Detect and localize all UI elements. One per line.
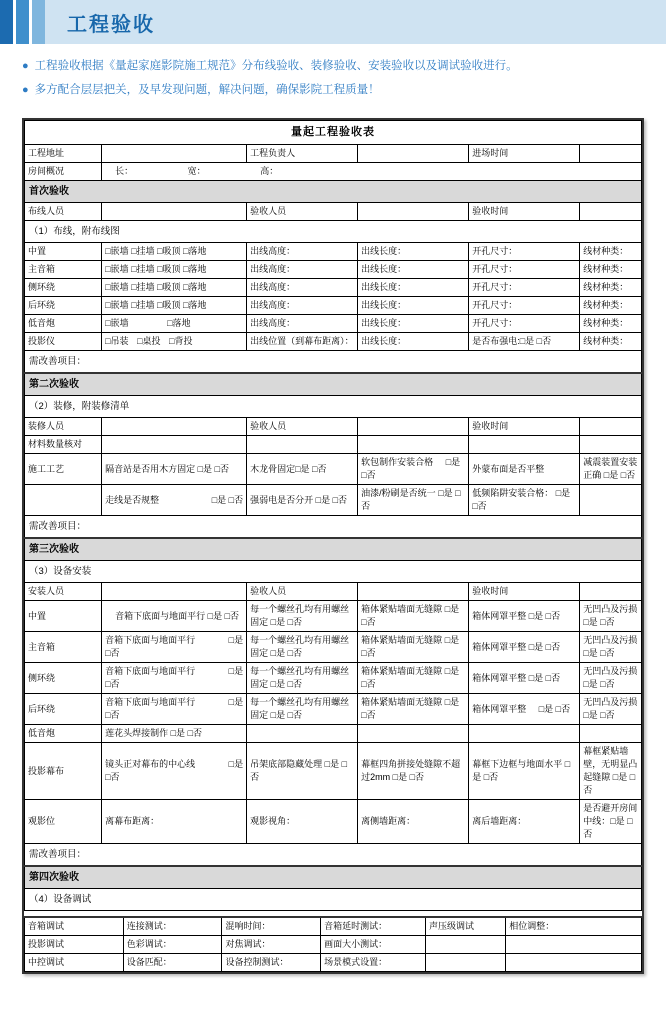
install-parallel-check[interactable] (102, 663, 247, 694)
install-screws-yesno[interactable]: □是 □否 (270, 617, 303, 627)
craft-softpack-yesno[interactable]: □是 □否 (361, 457, 461, 480)
outlet-length[interactable]: 出线长度： (358, 243, 469, 261)
intro-text: 工程验收根据《量起家庭影院施工规范》分布线验收、装修验收、安装验收以及调试验收进行。 (34, 60, 518, 72)
subwoofer-empty-cell[interactable] (580, 725, 642, 743)
row-label-subwoofer: 低音炮 (25, 315, 102, 333)
checkbox-floor[interactable]: □落地 (182, 300, 207, 310)
craft-basstrap-check[interactable] (469, 485, 580, 516)
table-row (25, 538, 642, 561)
section-2-heading: 第二次验收 (25, 373, 642, 396)
craft-routing-text: 走线是否规整 (105, 494, 160, 505)
section-3-heading: 第三次验收 (25, 538, 642, 561)
table-row (25, 396, 642, 418)
seat-back-distance[interactable]: 离后墙距离： (469, 800, 580, 844)
debug-empty-cell[interactable] (426, 936, 506, 954)
outlet-height[interactable]: 出线高度： (247, 243, 358, 261)
install-parallel-yesno[interactable]: □是 □否 (207, 610, 240, 621)
room-dimensions[interactable] (102, 163, 642, 181)
row-label-side-surround: 侧环绕 (25, 663, 102, 694)
craft-label-empty (25, 485, 102, 516)
mount-options[interactable] (102, 279, 247, 297)
screen-wall-text: 幕框紧贴墙壁，无明显凸起缝隙 (583, 746, 638, 782)
screen-center-yes[interactable]: □是 (228, 759, 244, 769)
install-parallel-yes[interactable]: □是 (228, 697, 244, 707)
entry-time-value[interactable] (580, 145, 642, 163)
intro-list (0, 44, 666, 114)
debug-scene-setup[interactable]: 场景模式设置： (321, 954, 426, 972)
craft-damping-check[interactable] (580, 454, 642, 485)
row-label-main: 主音箱 (25, 261, 102, 279)
craft-softpack-check[interactable] (358, 454, 469, 485)
inspector-label: 验收人员 (247, 418, 358, 436)
banner-bar-dark (0, 0, 13, 44)
debug-device-match[interactable]: 设备匹配： (123, 954, 222, 972)
install-damage-text: 无凹凸及污损 (583, 604, 638, 614)
install-wall-check[interactable] (358, 632, 469, 663)
install-damage-check[interactable] (580, 694, 642, 725)
entry-time-label: 进场时间 (469, 145, 580, 163)
outlet-length[interactable]: 出线长度： (358, 315, 469, 333)
table-row (25, 936, 642, 954)
install-parallel-text: 音箱下底面与地面平行 (105, 666, 196, 676)
table-row (25, 632, 642, 663)
debug-empty-cell[interactable] (506, 936, 642, 954)
inspector-label: 验收人员 (247, 583, 358, 601)
install-parallel-no[interactable]: □否 (105, 648, 120, 658)
mount-options[interactable] (102, 243, 247, 261)
inspector-value[interactable] (358, 583, 469, 601)
install-parallel-text: 音箱下底面与地面平行 (105, 635, 196, 645)
section-3-subtitle: （3）设备安装 (25, 561, 642, 583)
craft-paint-text: 油漆/粉刷是否统一 (361, 488, 436, 498)
debug-table (24, 916, 642, 972)
room-width: 宽： (187, 166, 206, 176)
craft-power-yesno[interactable]: □是 □否 (315, 494, 348, 505)
outlet-length[interactable]: 出线长度： (358, 333, 469, 351)
acceptance-form-table (22, 118, 644, 974)
install-wall-text: 箱体紧贴墙面无缝隙 (361, 666, 443, 676)
checkbox-hanging[interactable]: □吊装 (105, 336, 129, 346)
craft-power-separation-check[interactable] (247, 485, 358, 516)
row-label-main: 主音箱 (25, 632, 102, 663)
bullet-icon: ● (22, 84, 29, 96)
install-parallel-yes[interactable]: □是 (228, 666, 244, 676)
inspect-time-label: 验收时间 (469, 418, 580, 436)
page-title: 工程验收 (67, 13, 155, 36)
table-row (25, 694, 642, 725)
table-row (25, 583, 642, 601)
install-wall-yesno[interactable]: □是 □否 (361, 604, 460, 627)
checkbox-onwall[interactable]: □挂墙 (131, 264, 155, 274)
install-damage-text: 无凹凸及污损 (583, 635, 638, 645)
section-3-improve-label[interactable]: 需改善项目： (25, 844, 642, 867)
room-height: 高： (260, 166, 279, 176)
table-row (25, 516, 642, 539)
install-damage-yesno[interactable]: □是 □否 (583, 648, 615, 658)
hole-size[interactable]: 开孔尺寸： (469, 297, 580, 315)
projector-outlet-position[interactable]: 出线位置（到幕布距离）： (247, 333, 358, 351)
mount-options[interactable] (102, 261, 247, 279)
install-grille-check[interactable] (469, 694, 580, 725)
material-cell[interactable] (358, 436, 469, 454)
outlet-height[interactable]: 出线高度： (247, 261, 358, 279)
subwoofer-rca-check[interactable]: 莲花头焊接制作 □是 □否 (102, 725, 247, 743)
install-wall-yesno[interactable]: □是 □否 (361, 697, 460, 720)
debug-delay-test[interactable]: 音箱延时测试： (321, 917, 426, 936)
debug-connection-test[interactable]: 连接测试： (123, 917, 222, 936)
wire-type[interactable]: 线材种类： (580, 297, 642, 315)
install-parallel-text: 音箱下底面与地面平行 (105, 697, 196, 707)
wiring-staff-value[interactable] (102, 203, 247, 221)
page-banner (0, 0, 666, 44)
checkbox-desk[interactable]: □桌投 (137, 336, 161, 346)
checkbox-ceiling[interactable]: □吸顶 (157, 300, 181, 310)
inspector-label: 验收人员 (247, 203, 358, 221)
screen-corner-yesno[interactable]: □是 □否 (392, 772, 425, 782)
hole-size[interactable]: 开孔尺寸： (469, 243, 580, 261)
address-label: 工程地址 (25, 145, 102, 163)
install-screws-text: 每一个螺丝孔均有用螺丝固定 (250, 697, 350, 720)
install-damage-check[interactable] (580, 663, 642, 694)
decor-staff-label: 装修人员 (25, 418, 102, 436)
craft-label: 施工工艺 (25, 454, 102, 485)
checkbox-rear[interactable]: □背投 (169, 336, 193, 346)
craft-paint-yesno[interactable]: □是 □否 (361, 488, 461, 511)
table-row (25, 954, 642, 972)
debug-label-speaker: 音箱调试 (25, 917, 124, 936)
checkbox-ceiling[interactable]: □吸顶 (157, 282, 181, 292)
address-value[interactable] (102, 145, 247, 163)
install-wall-check[interactable] (358, 663, 469, 694)
seat-side-distance[interactable]: 离侧墙距离： (358, 800, 469, 844)
banner-bar-light (32, 0, 45, 44)
craft-power-text: 强弱电是否分开 (250, 494, 314, 505)
material-cell[interactable] (580, 436, 642, 454)
checkbox-ceiling[interactable]: □吸顶 (157, 246, 181, 256)
screen-level-yesno[interactable]: □是 □否 (472, 759, 571, 782)
debug-empty-cell[interactable] (506, 954, 642, 972)
table-row (25, 351, 642, 374)
outlet-height[interactable]: 出线高度： (247, 315, 358, 333)
install-grille-text: 箱体网罩平整 (472, 703, 527, 714)
debug-empty-cell[interactable] (426, 954, 506, 972)
table-row (25, 418, 642, 436)
manager-value[interactable] (358, 145, 469, 163)
install-screws-yesno[interactable]: □是 □否 (270, 710, 303, 720)
table-row (25, 917, 642, 936)
install-parallel-check[interactable] (102, 694, 247, 725)
table-title-row (25, 121, 642, 145)
checkbox-floor[interactable]: □落地 (182, 246, 207, 256)
table-row (25, 663, 642, 694)
section-4-heading: 第四次验收 (25, 866, 642, 889)
material-count-value[interactable] (102, 436, 247, 454)
outlet-height[interactable]: 出线高度： (247, 297, 358, 315)
screen-center-check[interactable] (102, 743, 247, 800)
craft-damping-text: 减震装置安装正确 (583, 457, 638, 480)
install-staff-label: 安装人员 (25, 583, 102, 601)
table-row (25, 561, 642, 583)
install-damage-check[interactable] (580, 601, 642, 632)
checkbox-inwall[interactable]: □嵌墙 (105, 318, 129, 328)
row-label-center: 中置 (25, 601, 102, 632)
table-row (25, 485, 642, 516)
inspector-value[interactable] (358, 203, 469, 221)
screen-bracket-text: 吊架底部隐藏处理 (250, 759, 323, 769)
debug-focus-test[interactable]: 对焦调试： (222, 936, 321, 954)
table-row (25, 163, 642, 181)
form-title: 量起工程验收表 (25, 121, 642, 145)
section-4-subtitle: （4）设备调试 (25, 889, 642, 911)
install-grille-yesno[interactable]: □是 □否 (538, 703, 571, 714)
row-label-side-surround: 侧环绕 (25, 279, 102, 297)
install-screws-check[interactable] (247, 694, 358, 725)
screen-level-text: 幕框下边框与地面水平 (472, 759, 563, 769)
checkbox-floor[interactable]: □落地 (182, 264, 207, 274)
install-grille-check[interactable] (469, 601, 580, 632)
outlet-height[interactable]: 出线高度： (247, 279, 358, 297)
screen-bracket-check[interactable] (247, 743, 358, 800)
table-row (25, 315, 642, 333)
table-row (25, 221, 642, 243)
screen-center-no[interactable]: □否 (105, 772, 120, 782)
table-row (25, 279, 642, 297)
outlet-length[interactable]: 出线长度： (358, 261, 469, 279)
section-1-improve-label[interactable]: 需改善项目： (25, 351, 642, 374)
checkbox-inwall[interactable]: □嵌墙 (105, 264, 129, 274)
banner-decoration-bars (0, 0, 45, 44)
material-count-label: 材料数量核对 (25, 436, 102, 454)
inspect-time-value[interactable] (580, 418, 642, 436)
room-length: 长： (115, 166, 134, 176)
install-wall-yesno[interactable]: □是 □否 (361, 635, 460, 658)
section-1-subtitle: （1）布线，附布线图 (25, 221, 642, 243)
checkbox-onwall[interactable]: □挂墙 (131, 300, 155, 310)
install-screws-check[interactable] (247, 632, 358, 663)
install-parallel-yes[interactable]: □是 (228, 635, 244, 645)
list-item (22, 56, 666, 76)
table-row (25, 261, 642, 279)
install-grille-yesno[interactable]: □是 □否 (528, 610, 561, 621)
install-screws-text: 每一个螺丝孔均有用螺丝固定 (250, 635, 350, 658)
table-row (25, 725, 642, 743)
install-parallel-no[interactable]: □否 (105, 679, 120, 689)
row-label-center: 中置 (25, 243, 102, 261)
outlet-length[interactable]: 出线长度： (358, 279, 469, 297)
inspector-value[interactable] (358, 418, 469, 436)
outlet-length[interactable]: 出线长度： (358, 297, 469, 315)
decor-staff-value[interactable] (102, 418, 247, 436)
craft-fabric-check[interactable]: 外蒙布面是否平整 (469, 454, 580, 485)
checkbox-inwall[interactable]: □嵌墙 (105, 300, 129, 310)
wire-type[interactable]: 线材种类： (580, 261, 642, 279)
install-screws-yesno[interactable]: □是 □否 (270, 648, 303, 658)
row-label-rear-surround: 后环绕 (25, 694, 102, 725)
table-row (25, 454, 642, 485)
inspect-time-value[interactable] (580, 583, 642, 601)
table-row (25, 601, 642, 632)
install-damage-text: 无凹凸及污损 (583, 666, 638, 676)
wiring-staff-label: 布线人员 (25, 203, 102, 221)
install-damage-yesno[interactable]: □是 □否 (583, 710, 615, 720)
row-label-subwoofer: 低音炮 (25, 725, 102, 743)
room-label: 房间概况 (25, 163, 102, 181)
install-grille-yesno[interactable]: □是 □否 (528, 641, 561, 652)
install-screws-check[interactable] (247, 663, 358, 694)
section-2-subtitle: （2）装修，附装修清单 (25, 396, 642, 418)
mount-options[interactable] (102, 297, 247, 315)
install-parallel-text: 音箱下底面与地面平行 (115, 610, 206, 621)
debug-label-control: 中控调试 (25, 954, 124, 972)
screen-center-text: 镜头正对幕布的中心线 (105, 759, 196, 769)
install-damage-check[interactable] (580, 632, 642, 663)
wire-type[interactable]: 线材种类： (580, 279, 642, 297)
install-damage-yesno[interactable]: □是 □否 (583, 617, 615, 627)
craft-damping-yesno[interactable]: □是 □否 (603, 470, 636, 480)
install-grille-text: 箱体网罩平整 (472, 641, 527, 652)
subwoofer-empty-cell[interactable] (469, 725, 580, 743)
screen-wall-yesno[interactable]: □是 □否 (583, 772, 636, 795)
debug-reverb-time[interactable]: 混响时间： (222, 917, 321, 936)
checkbox-floor[interactable]: □落地 (167, 318, 191, 328)
screen-wall-check[interactable] (580, 743, 642, 800)
hole-size[interactable]: 开孔尺寸： (469, 261, 580, 279)
intro-text: 多方配合层层把关，及早发现问题，解决问题，确保影院工程质量！ (34, 84, 380, 96)
table-row (25, 333, 642, 351)
screen-level-check[interactable] (469, 743, 580, 800)
install-screws-check[interactable] (247, 601, 358, 632)
row-label-seating: 观影位 (25, 800, 102, 844)
row-label-screen: 投影幕布 (25, 743, 102, 800)
seat-screen-distance[interactable]: 离幕布距离： (102, 800, 247, 844)
subwoofer-empty-cell[interactable] (358, 725, 469, 743)
install-grille-yesno[interactable]: □是 □否 (528, 672, 561, 683)
table-row (25, 866, 642, 889)
inspect-time-label: 验收时间 (469, 203, 580, 221)
table-row (25, 373, 642, 396)
wire-type[interactable]: 线材种类： (580, 333, 642, 351)
row-label-projector: 投影仪 (25, 333, 102, 351)
table-row (25, 297, 642, 315)
install-wall-yesno[interactable]: □是 □否 (361, 666, 460, 689)
inspect-time-label: 验收时间 (469, 583, 580, 601)
inspect-time-value[interactable] (580, 203, 642, 221)
table-row (25, 436, 642, 454)
row-label-rear-surround: 后环绕 (25, 297, 102, 315)
screen-bracket-yesno[interactable]: □是 □否 (250, 759, 348, 782)
seat-center-check[interactable]: 是否避开房间中线：□是 □否 (580, 800, 642, 844)
checkbox-inwall[interactable]: □嵌墙 (105, 246, 129, 256)
table-row (25, 145, 642, 163)
table-row (25, 243, 642, 261)
craft-paint-check[interactable] (358, 485, 469, 516)
checkbox-onwall[interactable]: □挂墙 (131, 282, 155, 292)
install-grille-check[interactable] (469, 663, 580, 694)
table-row (25, 203, 642, 221)
material-cell[interactable] (469, 436, 580, 454)
banner-bar-mid (16, 0, 29, 44)
install-wall-text: 箱体紧贴墙面无缝隙 (361, 697, 443, 707)
debug-label-projector: 投影调试 (25, 936, 124, 954)
install-wall-check[interactable] (358, 601, 469, 632)
craft-softpack-text: 软包制作安装合格 (361, 457, 434, 467)
projector-power-check[interactable]: 是否布强电:□是 □否 (469, 333, 580, 351)
install-screws-yesno[interactable]: □是 □否 (270, 679, 303, 689)
hole-size[interactable]: 开孔尺寸： (469, 315, 580, 333)
table-row (25, 844, 642, 867)
install-wall-text: 箱体紧贴墙面无缝隙 (361, 604, 443, 614)
craft-basstrap-text: 低频陷阱安装合格： (472, 488, 554, 498)
install-wall-check[interactable] (358, 694, 469, 725)
debug-spl-test[interactable]: 声压级调试 (426, 917, 506, 936)
list-item (22, 80, 666, 100)
craft-soundproof-check[interactable]: 隔音站是否用木方固定 □是 □否 (102, 454, 247, 485)
debug-phase-adjust[interactable]: 相位调整： (506, 917, 642, 936)
craft-routing-yesno[interactable]: □是 □否 (211, 494, 244, 505)
install-parallel-no[interactable]: □否 (105, 710, 120, 720)
install-staff-value[interactable] (102, 583, 247, 601)
craft-empty-cell[interactable] (580, 485, 642, 516)
install-screws-text: 每一个螺丝孔均有用螺丝固定 (250, 666, 350, 689)
mount-options-sub[interactable] (102, 315, 247, 333)
checkbox-onwall[interactable]: □挂墙 (131, 246, 155, 256)
table-row (25, 181, 642, 203)
install-parallel-check[interactable] (102, 632, 247, 663)
install-grille-text: 箱体网罩平整 (472, 610, 527, 621)
material-cell[interactable] (247, 436, 358, 454)
craft-routing-check[interactable] (102, 485, 247, 516)
table-row (25, 800, 642, 844)
wire-type[interactable]: 线材种类： (580, 315, 642, 333)
table-row (25, 743, 642, 800)
manager-label: 工程负责人 (247, 145, 358, 163)
hole-size[interactable]: 开孔尺寸： (469, 279, 580, 297)
wire-type[interactable]: 线材种类： (580, 243, 642, 261)
install-screws-text: 每一个螺丝孔均有用螺丝固定 (250, 604, 350, 627)
install-grille-text: 箱体网罩平整 (472, 672, 527, 683)
install-wall-text: 箱体紧贴墙面无缝隙 (361, 635, 443, 645)
checkbox-ceiling[interactable]: □吸顶 (157, 264, 181, 274)
install-grille-check[interactable] (469, 632, 580, 663)
craft-basstrap-yesno[interactable]: □是 □否 (472, 488, 571, 511)
screen-corner-check[interactable] (358, 743, 469, 800)
install-damage-text: 无凹凸及污损 (583, 697, 638, 707)
checkbox-inwall[interactable]: □嵌墙 (105, 282, 129, 292)
debug-size-test[interactable]: 画面大小测试： (321, 936, 426, 954)
section-1-heading: 首次验收 (25, 181, 642, 203)
craft-keel-check[interactable]: 木龙骨固定□是 □否 (247, 454, 358, 485)
debug-color-test[interactable]: 色彩调试： (123, 936, 222, 954)
install-parallel-check[interactable] (102, 601, 247, 632)
seat-view-angle[interactable]: 观影视角： (247, 800, 358, 844)
projector-mount-options[interactable] (102, 333, 247, 351)
bullet-icon: ● (22, 60, 29, 72)
debug-control-test[interactable]: 设备控制测试： (222, 954, 321, 972)
table-row (25, 889, 642, 911)
checkbox-floor[interactable]: □落地 (182, 282, 207, 292)
subwoofer-empty-cell[interactable] (247, 725, 358, 743)
section-2-improve-label[interactable]: 需改善项目： (25, 516, 642, 539)
screen-corner-text: 幕框四角拼接处缝隙不超过2mm (361, 759, 461, 782)
install-damage-yesno[interactable]: □是 □否 (583, 679, 615, 689)
